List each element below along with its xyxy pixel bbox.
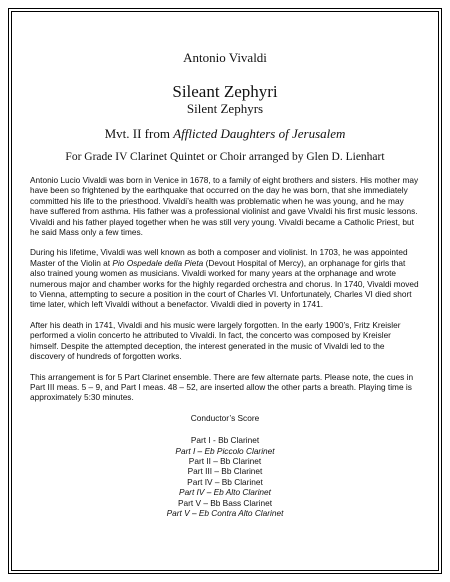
part-item: Part IV – Bb Clarinet: [187, 476, 263, 487]
arrangement-notes: This arrangement is for 5 Part Clarinet ensemble. There are few alternate parts. Please note, the cues in Part III meas. 5 – 9, and Part I meas. 48 – 52, are inserted allow the other parts a breath. Playing time is approximately 5:30 minutes.: [30, 371, 414, 403]
piece-title: Sileant Zephyri: [172, 82, 278, 101]
arrangement-line: For Grade IV Clarinet Quintet or Choir arranged by Glen D. Lienhart: [65, 151, 385, 163]
composer-name: Antonio Vivaldi: [183, 50, 267, 65]
movement-line: [30, 126, 420, 142]
bio-paragraph-1: Antonio Lucio Vivaldi was born in Venice in 1678, to a family of eight brothers and sisters. His mother may have been so frightened by the earthquake that occurred on the day he was born, that she immediately committed his life to the priesthood. Vivaldi’s health was problematic when he was young, and he may have suffered from asthma. His father was a professional violinist and gave Vivaldi his first music lessons. Vivaldi and his father played together when he was still very young. Vivaldi became a Catholic Priest, but he said Mass only a few times.: [30, 175, 419, 238]
score-heading: Conductor’s Score: [190, 412, 260, 423]
bio-paragraph-2: [30, 247, 420, 309]
part-item: Part V – Bb Bass Clarinet: [177, 497, 273, 508]
bio-paragraph-2-end: (Devout Hospital of Mercy), an orphanage for girls that also trained young women as musicians. Vivaldi worked for many years at the orphanage and wrote numerous major and chamber works for the highly regarded orchestra and chorus. In 1740, Vivaldi moved to Vienna, attempting to secure a position in the court of Charles VI. Unfortunately, Charles VI died short time later, which left Vivaldi without a benefactor. Vivaldi died in poverty in 1741.: [30, 257, 419, 310]
part-item: Part V – Eb Contra Alto Clarinet: [166, 507, 284, 518]
movement-work: Afflicted Daughters of Jerusalem: [173, 126, 346, 141]
part-item: Part I – Eb Piccolo Clarinet: [175, 445, 275, 456]
parts-list: [30, 435, 420, 518]
part-item: Part I - Bb Clarinet: [190, 435, 260, 446]
bio-paragraph-3: After his death in 1741, Vivaldi and his music were largely forgotten. In the early 1900’s, Fritz Kreisler performed a violin concerto he attributed to Vivaldi. In fact, the concerto was composed by Kreisler himself. Despite the attempted deception, the interest generated in the music of Vivaldi led to the discovery of hundreds of forgotten works.: [30, 319, 401, 362]
part-item: Part II – Bb Clarinet: [188, 455, 262, 466]
bio-paragraph-2-start: During his lifetime, Vivaldi was well known as both a composer and violinist. In 1703, he was appointed Master of the Violin at: [30, 247, 408, 268]
bio-paragraph-2-italic: Pio Ospedale della Pieta: [112, 257, 204, 268]
piece-subtitle: Silent Zephyrs: [186, 101, 264, 116]
page-content: [30, 30, 420, 518]
part-item: Part III – Bb Clarinet: [187, 466, 263, 477]
part-item: Part IV – Eb Alto Clarinet: [179, 487, 271, 498]
movement-prefix: Mvt. II from: [104, 126, 174, 141]
